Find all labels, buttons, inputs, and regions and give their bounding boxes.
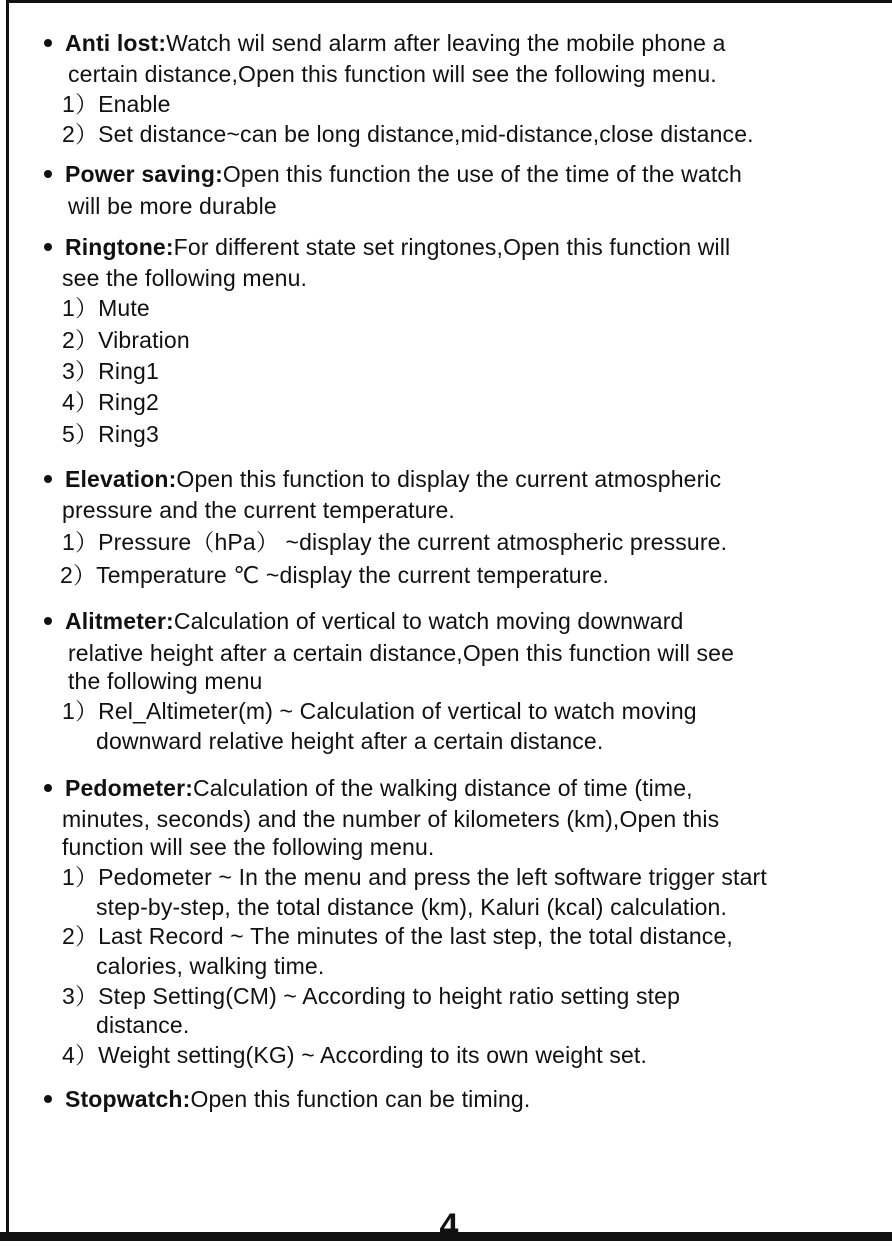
term-anti-lost: Anti lost: (65, 30, 167, 56)
section-anti-lost-line-1 (65, 28, 726, 58)
anti-lost-item-1: 1）Enable (62, 91, 171, 117)
pedometer-item-3: 3）Step Setting(CM) ~ According to height ratio setting step (62, 983, 681, 1009)
stopwatch-desc-1: Open this function can be timing. (190, 1086, 531, 1112)
pedometer-item-4: 4）Weight setting(KG) ~ According to its own weight set. (62, 1042, 648, 1068)
term-alitmeter: Alitmeter: (65, 608, 174, 634)
ringtone-item-3: 3）Ring1 (62, 358, 159, 384)
section-ringtone-line-1 (65, 232, 730, 262)
alitmeter-item-1: 1）Rel_Altimeter(m) ~ Calculation of vertical to watch moving (62, 698, 697, 724)
elevation-item-1: 1）Pressure（hPa） ~display the current atmospheric pressure. (62, 529, 728, 555)
ringtone-desc-2: see the following menu. (62, 265, 308, 291)
section-stopwatch-line-1 (65, 1084, 530, 1114)
anti-lost-desc-2: certain distance,Open this function will see the following menu. (68, 61, 717, 87)
term-stopwatch: Stopwatch: (65, 1086, 191, 1112)
alitmeter-desc-1: Calculation of vertical to watch moving downward (173, 608, 684, 634)
pedometer-item-1: 1）Pedometer ~ In the menu and press the left software trigger start (62, 864, 767, 890)
elevation-item-2: 2）Temperature ℃ ~display the current temperature. (60, 562, 610, 588)
ringtone-desc-1: For different state set ringtones,Open this function will (173, 234, 731, 260)
bullet-icon (44, 39, 52, 47)
term-ringtone: Ringtone: (65, 234, 174, 260)
bullet-icon (44, 784, 52, 792)
pedometer-item-2-cont: calories, walking time. (96, 953, 325, 979)
bullet-icon (44, 1095, 52, 1103)
ringtone-item-4: 4）Ring2 (62, 389, 159, 415)
pedometer-desc-1: Calculation of the walking distance of time (time, (193, 775, 693, 801)
anti-lost-item-2: 2）Set distance~can be long distance,mid-distance,close distance. (62, 121, 754, 147)
elevation-desc-1: Open this function to display the current atmospheric (176, 466, 722, 492)
bullet-icon (44, 170, 52, 178)
pedometer-desc-3: function will see the following menu. (62, 834, 435, 860)
section-pedometer-line-1 (65, 773, 693, 803)
alitmeter-desc-3: the following menu (68, 668, 263, 694)
elevation-desc-2: pressure and the current temperature. (62, 497, 455, 523)
ringtone-item-5: 5）Ring3 (62, 421, 159, 447)
section-alitmeter-line-1 (65, 606, 683, 636)
alitmeter-desc-2: relative height after a certain distance,Open this function will see (68, 640, 735, 666)
term-elevation: Elevation: (65, 466, 177, 492)
ringtone-item-2: 2）Vibration (62, 327, 190, 353)
anti-lost-desc-1: Watch wil send alarm after leaving the mobile phone a (166, 30, 726, 56)
page-number: 4 (439, 1207, 459, 1245)
pedometer-desc-2: minutes, seconds) and the number of kilometers (km),Open this (62, 806, 720, 832)
bullet-icon (44, 475, 52, 483)
section-elevation-line-1 (65, 464, 721, 494)
ringtone-item-1: 1）Mute (62, 295, 150, 321)
term-pedometer: Pedometer: (65, 775, 194, 801)
bullet-icon (44, 617, 52, 625)
power-saving-desc-2: will be more durable (68, 193, 277, 219)
pedometer-item-1-cont: step-by-step, the total distance (km), Kaluri (kcal) calculation. (96, 894, 727, 920)
pedometer-item-2: 2）Last Record ~ The minutes of the last step, the total distance, (62, 923, 733, 949)
bullet-icon (44, 243, 52, 251)
section-power-saving-line-1 (65, 159, 742, 189)
alitmeter-item-1-cont: downward relative height after a certain distance. (96, 728, 604, 754)
pedometer-item-3-cont: distance. (96, 1012, 190, 1038)
power-saving-desc-1: Open this function the use of the time of the watch (222, 161, 742, 187)
term-power-saving: Power saving: (65, 161, 223, 187)
